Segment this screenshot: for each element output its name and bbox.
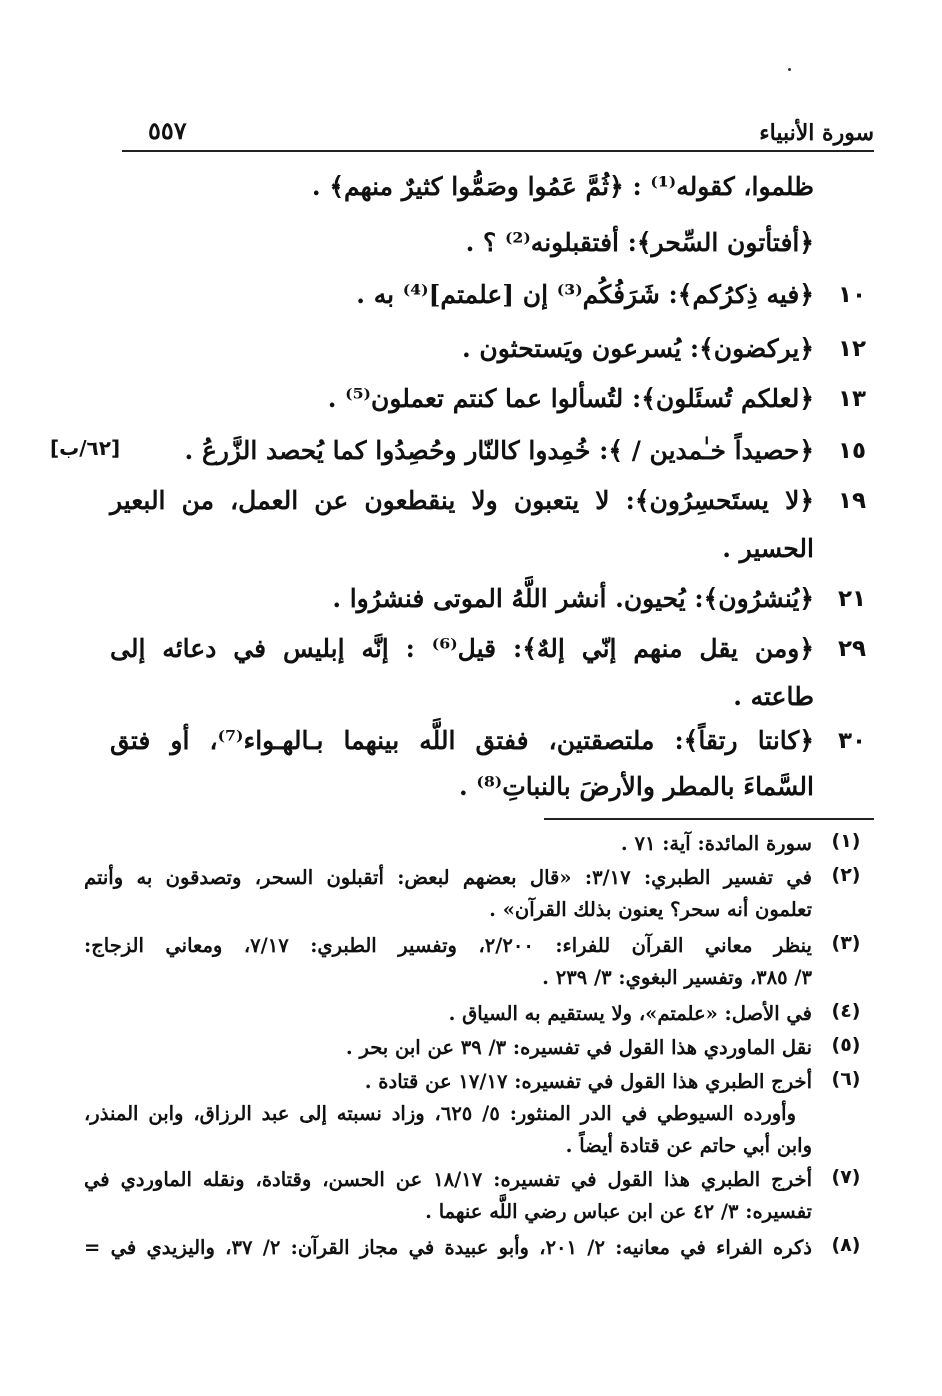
entry-line: ﴿فيه ذِكرُكم﴾: شَرَفُكُم⁽³⁾ إن [علمتم]⁽⁴⁾ به .: [356, 280, 814, 309]
entry-line: ﴿كانتا رتقاً﴾: ملتصقتين، ففتق اللَّه بينهما بـالهـواء⁽⁷⁾، أو فتق: [110, 726, 814, 755]
entry-line: ﴿يركضون﴾: يُسرعون ويَستحثون .: [461, 334, 814, 363]
footnote-rule: [544, 818, 874, 820]
entry-line: ﴿يُنشرُون﴾: يُحيون. أنشر اللَّهُ الموتى فنشرُوا .: [332, 584, 814, 613]
footnote-number: (٨): [831, 1234, 861, 1256]
footnote-line: وابن أبي حاتم عن قتادة أيضاً .: [565, 1134, 812, 1157]
entry-line: ﴿لعلكم تُسئَلون﴾: لتُسألوا عما كنتم تعملون⁽⁵⁾ .: [327, 384, 814, 413]
page-number: ٥٥٧: [148, 116, 187, 145]
footnote-number: (٥): [831, 1034, 861, 1056]
entry-line: ﴿لا يستَحسِرُون﴾: لا يتعبون ولا ينقطعون عن العمل، من البعير: [110, 486, 814, 515]
footnote-line: ذكره الفراء في معانيه: ٢/ ٢٠١، وأبو عبيدة في مجاز القرآن: ٢/ ٣٧، واليزيدي في =: [84, 1236, 812, 1259]
footnote-number: (٦): [831, 1068, 861, 1090]
footnote-line: في تفسير الطبري: ٣/١٧: «قال بعضهم لبعض: أتقبلون السحر، وتصدقون به وأنتم: [84, 866, 812, 889]
footnote-line: وأورده السيوطي في الدر المنثور: ٥/ ٦٢٥، وزاد نسبته إلى عبد الرزاق، وابن المنذر،: [84, 1102, 796, 1125]
footnote-line: سورة المائدة: آية: ٧١ .: [620, 832, 812, 855]
footnote-line: ينظر معاني القرآن للفراء: ٢/٢٠٠، وتفسير الطبري: ٧/١٧، ومعاني الزجاج:: [84, 934, 812, 957]
footnote-number: (٧): [831, 1166, 861, 1188]
entry-line-continued: الحسير .: [722, 534, 814, 563]
footnote-line: تفسيره: ٣/ ٤٢ عن ابن عباس رضي اللَّه عنهما .: [425, 1200, 812, 1223]
footnote-line: أخرج الطبري هذا القول في تفسيره: ١٧/١٧ عن قتادة .: [364, 1070, 812, 1093]
footnote-line: نقل الماوردي هذا القول في تفسيره: ٣/ ٣٩ عن ابن بحر .: [345, 1036, 812, 1059]
sura-title: سورة الأنبياء: [759, 120, 874, 146]
verse-number: ١٢: [837, 336, 867, 362]
footnote-number: (٤): [831, 1000, 861, 1022]
entry-line: ﴿ومن يقل منهم إنّي إلهٌ﴾: قيل⁽⁶⁾ : إنَّه إبليس في دعائه إلى: [110, 634, 814, 663]
footnote-number: (١): [831, 830, 861, 852]
entry-line: ﴿أفتأتون السِّحر﴾: أفتقبلونه⁽²⁾ ؟ .: [465, 228, 814, 257]
verse-number: ١٠: [837, 282, 867, 308]
footnote-line: أخرج الطبري هذا القول في تفسيره: ١٨/١٧ عن الحسن، وقتادة، ونقله الماوردي في: [84, 1168, 812, 1191]
verse-number: ١٥: [837, 438, 867, 464]
entry-line-continued: طاعته .: [733, 682, 814, 711]
verse-number: ٣٠: [837, 728, 867, 754]
verse-number: ٢١: [837, 586, 867, 612]
footnote-line: في الأصل: «علمتم»، ولا يستقيم به السياق .: [448, 1002, 812, 1025]
entry-line: ظلموا، كقوله⁽¹⁾ : ﴿ثُمَّ عَمُوا وصَمُّوا كثيرٌ منهم﴾ .: [311, 172, 814, 201]
footnote-number: (٣): [831, 932, 861, 954]
footnote-line: ٣/ ٣٨٥، وتفسير البغوي: ٣/ ٢٣٩ .: [542, 966, 812, 989]
entry-line-continued: السَّماءَ بالمطر والأرضَ بالنباتِ⁽⁸⁾ .: [458, 772, 814, 801]
verse-number: ١٣: [837, 386, 867, 412]
header-rule: [122, 150, 874, 152]
footnote-number: (٢): [831, 864, 861, 886]
verse-number: ٢٩: [837, 636, 867, 662]
page-speck: [788, 68, 791, 71]
footnote-line: تعلمون أنه سحر؟ يعنون بذلك القرآن» .: [489, 898, 812, 921]
entry-line: ﴿حصيداً خـٰمدين / ﴾: خُمِدوا كالنّار وحُصِدُوا كما يُحصد الزَّرعُ .: [184, 436, 814, 465]
verse-number: ١٩: [837, 488, 867, 514]
manuscript-folio-note: [٦٢/ب]: [50, 436, 121, 460]
page-header: [122, 112, 874, 154]
